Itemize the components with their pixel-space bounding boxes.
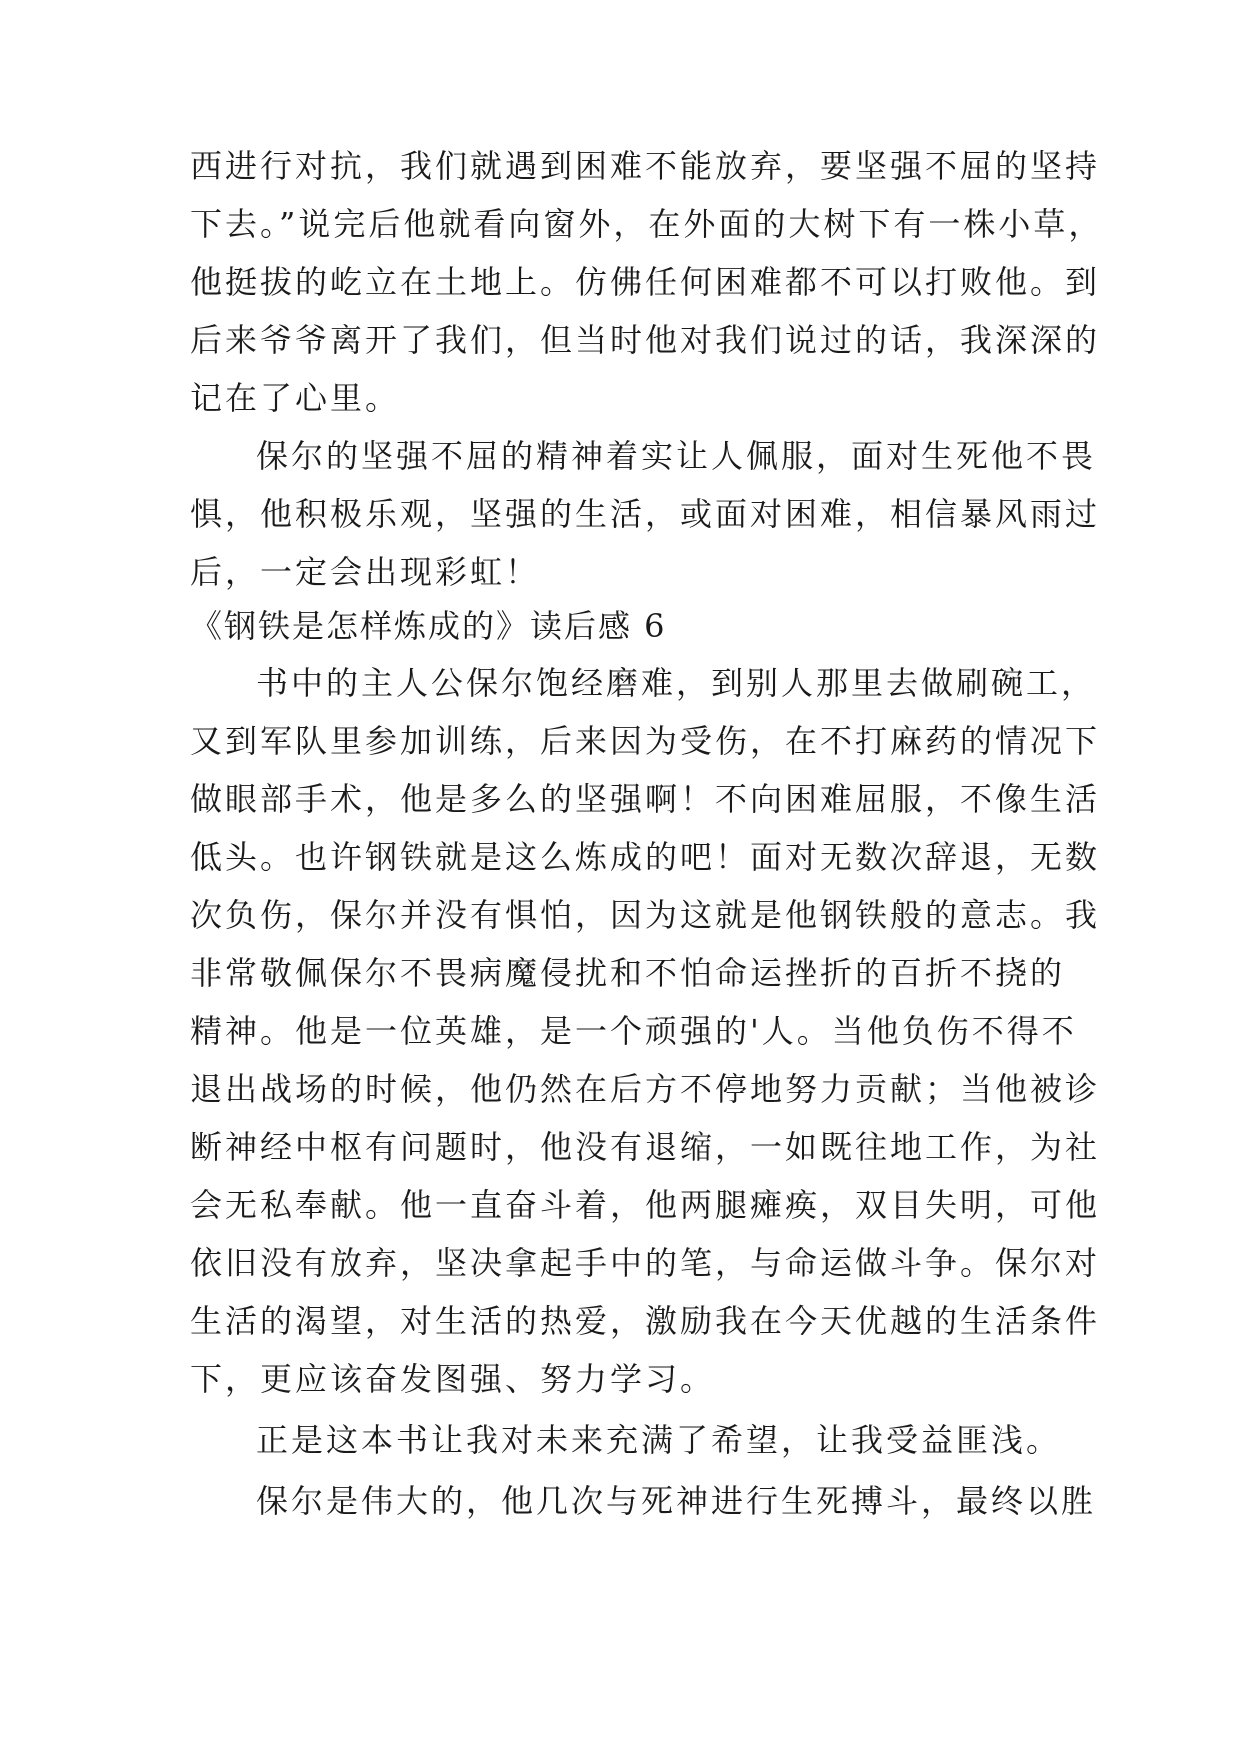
- text-line: 会无私奉献。他一直奋斗着，他两腿瘫痪，双目失明，可他: [190, 1186, 1101, 1224]
- text-line: 精神。他是一位英雄，是一个顽强的'人。当他负伤不得不: [190, 1012, 1077, 1050]
- text-line: 生活的渴望，对生活的热爱，激励我在今天优越的生活条件: [190, 1302, 1101, 1340]
- text-line: 下去。”说完后他就看向窗外，在外面的大树下有一株小草，: [190, 205, 1104, 243]
- text-line: 后，一定会出现彩虹！: [190, 553, 541, 591]
- text-line: 次负伤，保尔并没有惧怕，因为这就是他钢铁般的意志。我: [190, 896, 1101, 934]
- text-line: 保尔是伟大的，他几次与死神进行生死搏斗，最终以胜: [256, 1482, 1097, 1520]
- text-line: 他挺拔的屹立在土地上。仿佛任何困难都不可以打败他。到: [190, 263, 1101, 301]
- text-line: 惧，他积极乐观，坚强的生活，或面对困难，相信暴风雨过: [190, 495, 1101, 533]
- text-line: 断神经中枢有问题时，他没有退缩，一如既往地工作，为社: [190, 1128, 1101, 1166]
- text-line: 又到军队里参加训练，后来因为受伤，在不打麻药的情况下: [190, 722, 1101, 760]
- text-line: 非常敬佩保尔不畏病魔侵扰和不怕命运挫折的百折不挠的: [190, 954, 1066, 992]
- text-line: 保尔的坚强不屈的精神着实让人佩服，面对生死他不畏: [256, 437, 1097, 475]
- text-line: 记在了心里。: [190, 379, 401, 417]
- text-line: 书中的主人公保尔饱经磨难，到别人那里去做刷碗工，: [256, 664, 1097, 702]
- text-line: 后来爷爷离开了我们，但当时他对我们说过的话，我深深的: [190, 321, 1101, 359]
- text-line: 依旧没有放弃，坚决拿起手中的笔，与命运做斗争。保尔对: [190, 1244, 1101, 1282]
- text-line: 下，更应该奋发图强、努力学习。: [190, 1360, 716, 1398]
- text-line: 西进行对抗，我们就遇到困难不能放弃，要坚强不屈的坚持: [190, 147, 1101, 185]
- text-line: 正是这本书让我对未来充满了希望，让我受益匪浅。: [256, 1421, 1062, 1459]
- text-line: 退出战场的时候，他仍然在后方不停地努力贡献；当他被诊: [190, 1070, 1101, 1108]
- section-heading: 《钢铁是怎样炼成的》读后感 6: [190, 607, 667, 645]
- text-line: 低头。也许钢铁就是这么炼成的吧！面对无数次辞退，无数: [190, 838, 1101, 876]
- text-line: 做眼部手术，他是多么的坚强啊！不向困难屈服，不像生活: [190, 780, 1101, 818]
